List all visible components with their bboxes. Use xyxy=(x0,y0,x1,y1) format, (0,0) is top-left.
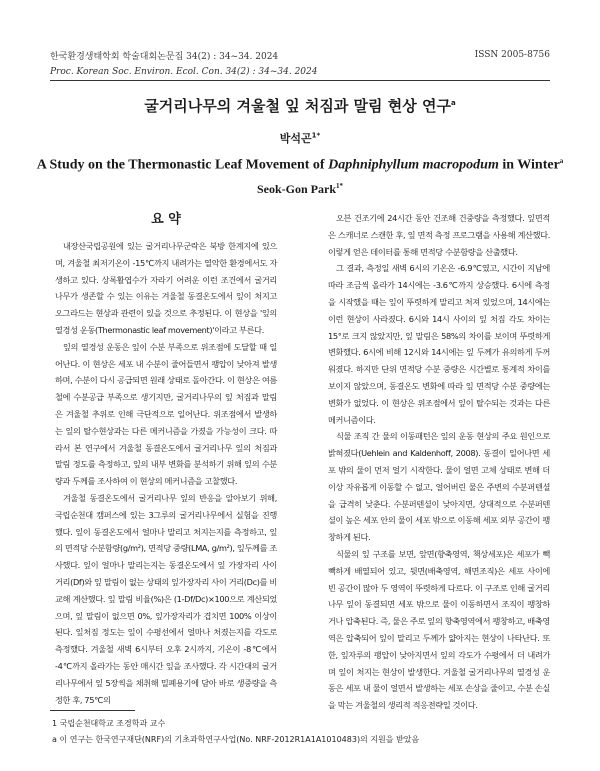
title-ko-footnote-mark: a xyxy=(450,99,456,107)
author-english xyxy=(0,182,600,197)
issn: ISSN 2005-8756 xyxy=(474,50,550,60)
header-divider xyxy=(50,80,550,81)
paragraph: 오븐 건조기에 24시간 동안 건조해 건중량을 측정했다. 잎면적은 스캐너로 스캔한 후, 잎 면적 측정 프로그램을 사용해 계산했다. 이렇게 얻은 데이터를 통해 면적당 수분함량을 산출했다. xyxy=(328,213,550,257)
title-en-post: in Winter xyxy=(498,157,560,173)
title-en-mark: a xyxy=(559,157,564,165)
author-en-mark: 1* xyxy=(336,182,343,190)
title-en-species: Daphniphyllum macropodum xyxy=(328,157,499,173)
paragraph: 그 결과, 측정일 새벽 6시의 기온은 -6.9℃였고, 시간이 지남에 따라 조금씩 올라가 14시에는 -3.6℃까지 상승했다. 6시에 측정을 시작했을 때는 잎이 뚜렷하게 말리고 처져 있었으며, 14시에는 이런 현상이 사라졌다. 6시와 14시 사이의 잎 처짐 각도 차이는 15°로 크지 않았지만, 잎 말림은 58%의 차이를 보이며 뚜렷하게 변화했다. 6시에 비해 12시와 14시에는 잎 두께가 유의하게 두꺼워졌다. 하지만 단위 면적당 수분 중량은 시간별로 통계적 차이를 보이지 않았으며, 동결온도 변화에 따라 잎 면적당 수분 중량에는 변화가 없었다. 이 현상은 위조점에서 잎이 탈수되는 것과는 다른 메커니즘이다. xyxy=(328,263,550,425)
footnote-divider xyxy=(50,710,135,711)
author-ko-mark: 1* xyxy=(311,131,321,140)
title-korean xyxy=(0,95,600,116)
author-en-name: Seok-Gon Park xyxy=(256,182,336,196)
journal-en: Proc. Korean Soc. Environ. Ecol. Con. 34(2) : 34~34. 2024 xyxy=(50,67,318,77)
footnote-affiliation: 1 국립순천대학교 조경학과 교수 xyxy=(52,719,166,728)
title-en-pre: A Study on the Thermonastic Leaf Movement of xyxy=(36,157,329,173)
paragraph: 잎의 열경성 운동은 잎이 수분 부족으로 위조점에 도달할 때 일어난다. 이 현상은 세포 내 수분이 줄어들면서 팽압이 낮아져 발생하며, 수분이 다시 공급되면 원래 상태로 돌아간다. 이 현상은 여름철에 수분공급 부족으로 생기지만, 굴거리나무의 잎 처짐과 말림은 겨울철 추위로 인해 극단적으로 일어난다. 위조점에서 발생하는 잎의 탈수현상과는 다른 메커니즘을 가졌을 가능성이 크다. 따라서 본 연구에서 겨울철 동결온도에서 굴거리나무 잎의 처짐과 말림 정도를 측정하고, 잎의 내부 변화를 분석하기 위해 잎의 수분량과 두께를 조사하여 이 현상의 메커니즘을 고찰했다. xyxy=(55,341,277,487)
paragraph: 식물의 잎 구조를 보면, 앞면(향축영역, 책상세포)은 세포가 빽빽하게 배열되어 있고, 뒷면(배축영역, 해면조직)은 세포 사이에 빈 공간이 많아 두 영역이 뚜렷하게 다르다. 이 구조로 인해 굴거리나무 잎이 동결되면 세포 밖으로 물이 이동하면서 조직이 팽창하거나 압축된다. 즉, 물은 주로 잎의 향축영역에서 팽창하고, 배축영역은 압축되어 잎이 말리고 두께가 얇아지는 현상이 나타난다. 또한, 잎자루의 팽압이 낮아지면서 잎의 각도가 수평에서 더 내려가며 잎이 처지는 현상이 발생한다. 겨울철 굴거리나무의 열경성 운동은 세포 내 물이 얼면서 발생하는 세포 손상을 줄이고, 수분 손실을 막는 겨울철의 생리적 적응전략일 것이다. xyxy=(328,548,550,711)
title-ko-text: 굴거리나무의 겨울철 잎 처짐과 말림 현상 연구 xyxy=(144,97,451,115)
author-korean xyxy=(0,130,600,146)
paragraph: 내장산국립공원에 있는 굴거리나무군락은 북방 한계지에 있으며, 겨울철 최저기온이 -15℃까지 내려가는 열악한 환경에서도 자생하고 있다. 상록활엽수가 자라기 어려운 이런 조건에서 굴거리나무가 생존할 수 있는 이유는 겨울철 동결온도에서 잎이 처지고 오그라드는 현상과 관련이 있을 것으로 추정된다. 이 현상을 '잎의 열경성 운동(Thermonastic leaf movement)'이라고 부른다. xyxy=(55,241,277,335)
left-column xyxy=(55,238,277,708)
paragraph: 겨울철 동결온도에서 굴거리나무 잎의 반응을 알아보기 위해, 국립순천대 캠퍼스에 있는 3그루의 굴거리나무에서 실험을 진행했다. 잎이 동결온도에서 얼마나 말리고 처지는지를 측정하고, 잎의 면적당 수분함량(g/m²), 면적당 중량(LMA, g/m²), 잎두께를 조사했다. 잎이 얼마나 말리는지는 동결온도에서 잎 가장자리 사이 거리(Df)와 잎 말림이 없는 상태의 잎가장자리 사이 거리(Dc)를 비교해 계산했다. 잎 말림 비율(%)은 (1-Df/Dc)×100으로 계산되었으며, 잎 말림이 없으면 0%, 잎가장자리가 겹치면 100% 이상이 된다. 잎처짐 정도는 잎이 수평선에서 얼마나 처졌는지를 각도로 측정했다. 겨울철 새벽 6시부터 오후 2시까지, 기온이 -8℃에서 -4℃까지 올라가는 동안 매시간 잎을 조사했다. 각 시간대의 굴거리나무에서 잎 5장씩을 채취해 밀폐용기에 담아 바로 생중량을 측정한 후, 75℃의 xyxy=(55,492,277,705)
journal-ko: 한국환경생태학회 학술대회논문집 34(2) : 34~34. 2024 xyxy=(50,52,279,62)
footnote-funding: a 이 연구는 한국연구재단(NRF)의 기초과학연구사업(No. NRF-2012R1A1A1010483)의 지원을 받았음 xyxy=(52,735,420,744)
abstract-heading: 요 약 xyxy=(151,212,181,227)
author-ko-name: 박석곤 xyxy=(279,132,312,145)
title-english xyxy=(0,157,600,174)
right-column xyxy=(328,210,550,714)
paragraph: 식물 조직 간 물의 이동패턴은 잎의 운동 현상의 주요 원인으로 밝혀졌다(Uehlein and Kaldenhoff, 2008). 동결이 일어나면 세포 밖의 물이 먼저 얼기 시작한다. 물이 얼면 고체 상태로 변해 더 이상 자유롭게 이동할 수 없고, 얼어버린 물은 주변의 수분퍼텐셜을 급격히 낮춘다. 수분퍼텐셜이 낮아지면, 상대적으로 수분퍼텐셜이 높은 세포 안의 물이 세포 밖으로 이동해 세포 외부 공간이 팽창하게 된다. xyxy=(328,431,550,543)
journal-header xyxy=(50,50,317,80)
